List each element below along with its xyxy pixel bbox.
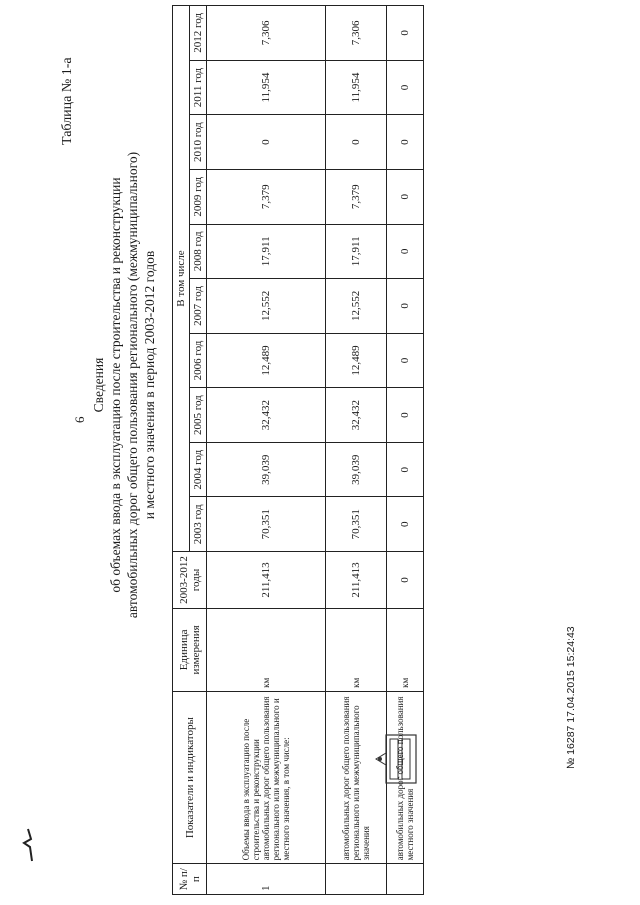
row-value: 32,432 — [207, 388, 326, 443]
header-total: 2003-2012 годы — [173, 552, 207, 609]
row-value: 12,489 — [326, 333, 387, 388]
row-value: 0 — [387, 60, 424, 115]
row-value: 11,954 — [207, 60, 326, 115]
row-indicator: автомобильных дорог общего пользования местного значения — [387, 691, 424, 864]
pen-mark-icon — [10, 825, 40, 865]
row-indicator: Объемы ввода в эксплуатацию после строительства и реконструкции автомобильных дорог общего пользования регионального или межмуниципального и местного значения, в том числе: — [207, 691, 326, 864]
document-heading — [90, 35, 158, 735]
heading-line-1: Сведения — [91, 357, 106, 413]
row-number — [387, 864, 424, 895]
row-value: 17,911 — [326, 224, 387, 279]
row-value: 0 — [387, 333, 424, 388]
row-value: 0 — [387, 169, 424, 224]
row-value: 0 — [207, 115, 326, 170]
registration-number: № 16287 17.04.2015 15:24:43 — [565, 626, 577, 769]
row-value: 0 — [387, 279, 424, 334]
header-group: В том числе — [173, 6, 190, 552]
row-indicator: автомобильных дорог общего пользования регионального или межмуниципального значения — [326, 691, 387, 864]
header-no: № п/п — [173, 864, 207, 895]
heading-line-3: автомобильных дорог общего пользования регионального (межмуниципального) — [125, 151, 140, 619]
row-unit: км — [326, 608, 387, 691]
header-year: 2008 год — [190, 224, 207, 279]
header-year: 2011 год — [190, 60, 207, 115]
row-value: 0 — [387, 115, 424, 170]
row-value: 7,306 — [326, 6, 387, 61]
row-value: 0 — [387, 442, 424, 497]
row-total: 0 — [387, 552, 424, 609]
header-unit: Единица измерения — [173, 608, 207, 691]
row-value: 7,379 — [326, 169, 387, 224]
heading-line-2: об объемах ввода в эксплуатацию после строительства и реконструкции — [108, 177, 123, 593]
row-total: 211,413 — [326, 552, 387, 609]
row-value: 32,432 — [326, 388, 387, 443]
page-number: 6 — [72, 416, 87, 423]
header-year: 2010 год — [190, 115, 207, 170]
row-value: 7,306 — [207, 6, 326, 61]
row-value: 70,351 — [326, 497, 387, 552]
header-year: 2004 год — [190, 442, 207, 497]
row-value: 11,954 — [326, 60, 387, 115]
header-indicator: Показатели и индикаторы — [173, 691, 207, 864]
heading-line-4: и местного значения в период 2003-2012 годов — [142, 250, 157, 520]
row-number — [326, 864, 387, 895]
header-year: 2009 год — [190, 169, 207, 224]
row-value: 39,039 — [326, 442, 387, 497]
header-year: 2006 год — [190, 333, 207, 388]
header-year: 2005 год — [190, 388, 207, 443]
row-number: 1 — [207, 864, 326, 895]
row-total: 211,413 — [207, 552, 326, 609]
row-value: 17,911 — [207, 224, 326, 279]
row-value: 70,351 — [207, 497, 326, 552]
header-year: 2003 год — [190, 497, 207, 552]
table-label: Таблица № 1-а — [60, 57, 75, 145]
row-value: 0 — [326, 115, 387, 170]
row-value: 7,379 — [207, 169, 326, 224]
row-unit: км — [387, 608, 424, 691]
row-value: 12,489 — [207, 333, 326, 388]
header-year: 2012 год — [190, 6, 207, 61]
table-row — [207, 6, 326, 895]
registration-stamp-icon — [372, 733, 420, 785]
row-value: 39,039 — [207, 442, 326, 497]
row-value: 12,552 — [326, 279, 387, 334]
header-row-1 — [173, 6, 190, 895]
row-value: 0 — [387, 6, 424, 61]
row-value: 0 — [387, 497, 424, 552]
header-year: 2007 год — [190, 279, 207, 334]
row-value: 0 — [387, 224, 424, 279]
row-unit: км — [207, 608, 326, 691]
row-value: 0 — [387, 388, 424, 443]
row-value: 12,552 — [207, 279, 326, 334]
